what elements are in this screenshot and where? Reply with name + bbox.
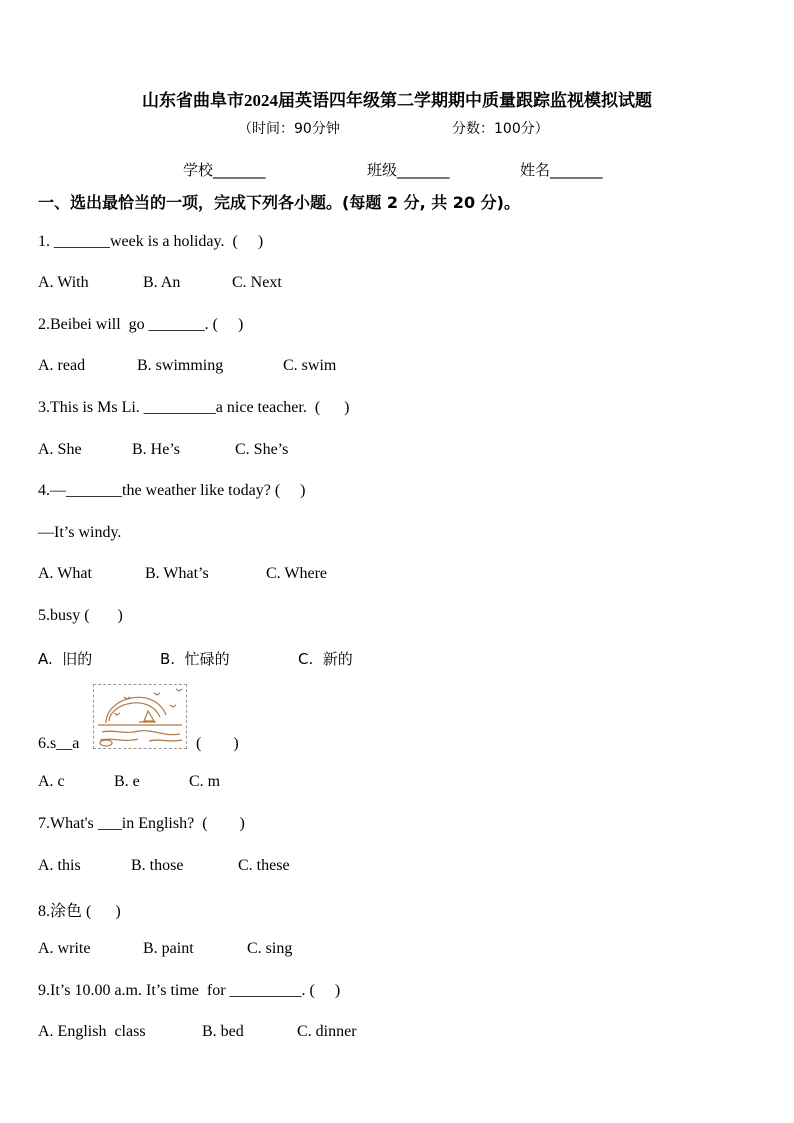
question-5: 5.busy ( ) [38, 607, 123, 624]
q2-option-a: A. read [38, 357, 86, 374]
page-title: 山东省曲阜市2024届英语四年级第二学期期中质量跟踪监视模拟试题 [142, 91, 652, 110]
q5-option-c: C. 新的 [298, 650, 353, 668]
q4-option-a: A. What [38, 565, 92, 582]
question-9: 9.It’s 10.00 a.m. It’s time for _________. ( ) [38, 982, 341, 999]
q4-option-c: C. Where [266, 565, 328, 582]
q2-option-c: C. swim [283, 357, 337, 374]
question-3: 3.This is Ms Li. _________a nice teacher. ( ) [38, 399, 350, 416]
class-field: 班级_______ [367, 161, 450, 179]
question-1: 1. _______week is a holiday. ( ) [38, 233, 264, 250]
question-8: 8.涂色 ( ) [38, 903, 121, 920]
q1-option-c: C. Next [232, 274, 282, 291]
q6-answer-paren: ( ) [196, 735, 239, 752]
q5-option-b: B. 忙碌的 [160, 650, 230, 668]
sea-sunset-image [93, 684, 187, 749]
q2-option-b: B. swimming [137, 357, 224, 374]
q3-option-a: A. She [38, 441, 82, 458]
q5-option-a: A. 旧的 [38, 650, 93, 668]
school-field: 学校_______ [183, 161, 266, 179]
section-heading: 一、选出最恰当的一项，完成下列各小题。(每题 2 分, 共 20 分)。 [38, 193, 520, 212]
q6-option-c: C. m [189, 773, 221, 790]
q7-option-b: B. those [131, 857, 184, 874]
q7-option-c: C. these [238, 857, 290, 874]
name-field: 姓名_______ [520, 161, 603, 179]
question-4: 4.—_______the weather like today? ( ) [38, 482, 306, 499]
q7-option-a: A. this [38, 857, 81, 874]
exam-time: （时间：90分钟 [238, 121, 340, 137]
q1-option-b: B. An [143, 274, 181, 291]
q1-option-a: A. With [38, 274, 89, 291]
exam-score: 分数：100分） [452, 121, 549, 137]
sea-drawing-icon [94, 685, 186, 748]
q8-option-c: C. sing [247, 940, 293, 957]
q3-option-c: C. She’s [235, 441, 289, 458]
question-2: 2.Beibei will go _______. ( ) [38, 316, 244, 333]
q8-option-a: A. write [38, 940, 91, 957]
question-6: 6.s__a [38, 735, 80, 752]
q9-option-b: B. bed [202, 1023, 244, 1040]
q4-option-b: B. What’s [145, 565, 209, 582]
q6-option-a: A. c [38, 773, 65, 790]
question-7: 7.What's ___in English? ( ) [38, 815, 245, 832]
q6-option-b: B. e [114, 773, 140, 790]
q8-option-b: B. paint [143, 940, 194, 957]
q9-option-a: A. English class [38, 1023, 146, 1040]
q9-option-c: C. dinner [297, 1023, 357, 1040]
question-4-response: —It’s windy. [38, 524, 122, 541]
q3-option-b: B. He’s [132, 441, 180, 458]
